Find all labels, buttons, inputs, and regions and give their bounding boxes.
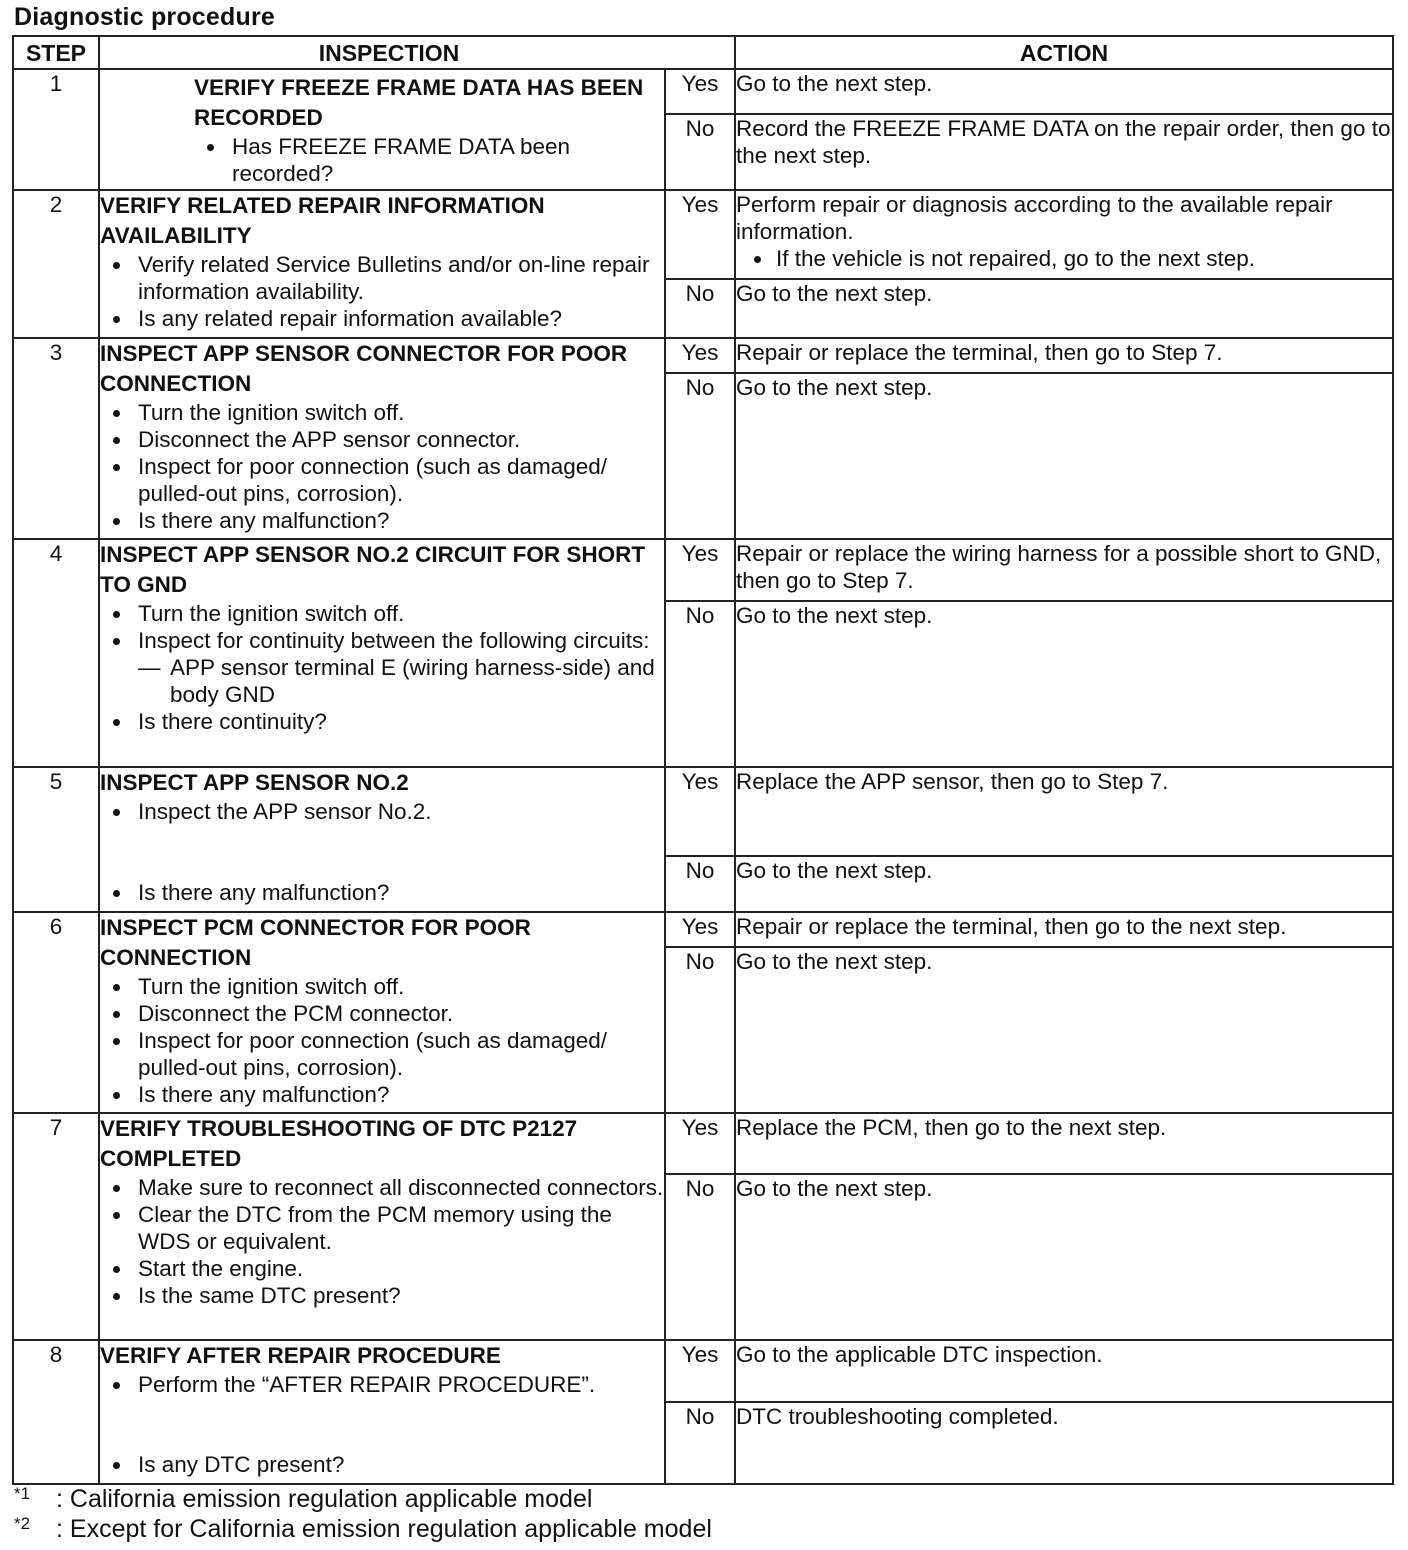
no-label: No xyxy=(665,601,735,767)
inspection-cell xyxy=(99,190,665,338)
no-action: Go to the next step. xyxy=(735,373,1393,539)
no-action: DTC troubleshooting completed. xyxy=(735,1402,1393,1484)
yes-action-cell xyxy=(735,190,1393,279)
yes-action-bullet: If the vehicle is not repaired, go to the next step. xyxy=(736,245,1392,272)
yes-action: Repair or replace the terminal, then go to Step 7. xyxy=(735,338,1393,373)
inspection-item: Is any DTC present? xyxy=(100,1451,664,1478)
inspection-item: Turn the ignition switch off. xyxy=(100,973,664,1000)
no-action: Record the FREEZE FRAME DATA on the repair order, then go to the next step. xyxy=(735,114,1393,190)
step-header: STEP xyxy=(13,36,99,69)
inspection-item-text: Inspect for continuity between the following circuits: xyxy=(138,628,650,653)
inspection-item: Is there continuity? xyxy=(100,708,664,735)
diagnostic-procedure-table xyxy=(12,35,1394,1485)
step-number: 2 xyxy=(13,190,99,338)
inspection-cell xyxy=(99,539,665,767)
inspection-cell xyxy=(99,912,665,1113)
step-number: 8 xyxy=(13,1340,99,1484)
no-action: Go to the next step. xyxy=(735,856,1393,912)
step-number: 6 xyxy=(13,912,99,1113)
yes-label: Yes xyxy=(665,539,735,601)
inspection-item: Turn the ignition switch off. xyxy=(100,399,664,426)
inspection-title: VERIFY TROUBLESHOOTING OF DTC P2127 COMPLETED xyxy=(100,1116,578,1171)
inspection-title: VERIFY AFTER REPAIR PROCEDURE xyxy=(100,1343,501,1368)
inspection-item: Disconnect the APP sensor connector. xyxy=(100,426,664,453)
table-row xyxy=(13,190,1393,279)
table-row xyxy=(13,912,1393,947)
table-row xyxy=(13,767,1393,856)
inspection-cell xyxy=(99,1340,665,1484)
inspection-item: Clear the DTC from the PCM memory using the WDS or equivalent. xyxy=(100,1201,664,1255)
inspection-cell xyxy=(99,1113,665,1340)
yes-label: Yes xyxy=(665,1340,735,1402)
inspection-item: Is there any malfunction? xyxy=(100,879,664,906)
step-number: 4 xyxy=(13,539,99,767)
inspection-title: INSPECT APP SENSOR NO.2 CIRCUIT FOR SHORT TO GND xyxy=(100,542,646,597)
no-label: No xyxy=(665,114,735,190)
no-action: Go to the next step. xyxy=(735,601,1393,767)
table-row xyxy=(13,1340,1393,1402)
yes-action: Go to the next step. xyxy=(735,69,1393,114)
inspection-item: Inspect the APP sensor No.2. xyxy=(100,798,664,825)
inspection-cell xyxy=(99,767,665,912)
inspection-item: Is there any malfunction? xyxy=(100,507,664,534)
yes-action: Repair or replace the terminal, then go to the next step. xyxy=(735,912,1393,947)
inspection-title: INSPECT APP SENSOR NO.2 xyxy=(100,770,409,795)
footnote xyxy=(14,1484,712,1514)
yes-action: Repair or replace the wiring harness for a possible short to GND, then go to Step 7. xyxy=(735,539,1393,601)
yes-label: Yes xyxy=(665,1113,735,1174)
no-action: Go to the next step. xyxy=(735,279,1393,338)
no-label: No xyxy=(665,279,735,338)
footnote-text: : Except for California emission regulation applicable model xyxy=(56,1515,712,1543)
inspection-item: Make sure to reconnect all disconnected connectors. xyxy=(100,1174,664,1201)
no-label: No xyxy=(665,856,735,912)
inspection-cell xyxy=(99,338,665,539)
inspection-item: Is there any malfunction? xyxy=(100,1081,664,1108)
inspection-item: Is the same DTC present? xyxy=(100,1282,664,1309)
inspection-header: INSPECTION xyxy=(99,36,735,69)
footnotes xyxy=(14,1484,712,1544)
yes-label: Yes xyxy=(665,767,735,856)
footnote-text: : California emission regulation applicable model xyxy=(56,1485,593,1513)
inspection-title: INSPECT APP SENSOR CONNECTOR FOR POOR CONNECTION xyxy=(100,341,628,396)
inspection-item: Has FREEZE FRAME DATA been recorded? xyxy=(194,133,658,187)
table-header-row xyxy=(13,36,1393,69)
yes-action: Replace the PCM, then go to the next step. xyxy=(735,1113,1393,1174)
table-row xyxy=(13,69,1393,114)
yes-label: Yes xyxy=(665,338,735,373)
page-title: Diagnostic procedure xyxy=(14,3,275,31)
yes-label: Yes xyxy=(665,190,735,279)
inspection-item: Verify related Service Bulletins and/or on-line repair information availability. xyxy=(100,251,664,305)
inspection-item: Inspect for poor connection (such as damaged/ pulled-out pins, corrosion). xyxy=(100,1027,664,1081)
no-label: No xyxy=(665,947,735,1113)
inspection-item: Inspect for poor connection (such as damaged/ pulled-out pins, corrosion). xyxy=(100,453,664,507)
sub-item: — APP sensor terminal E (wiring harness-side) and body GND xyxy=(138,654,664,708)
inspection-title: INSPECT PCM CONNECTOR FOR POOR CONNECTION xyxy=(100,915,531,970)
inspection-title: VERIFY RELATED REPAIR INFORMATION AVAILABILITY xyxy=(100,193,545,248)
inspection-item: Perform the “AFTER REPAIR PROCEDURE”. xyxy=(100,1371,664,1398)
yes-action: Perform repair or diagnosis according to the available repair information. xyxy=(736,192,1333,244)
inspection-item: Turn the ignition switch off. xyxy=(100,600,664,627)
table-row xyxy=(13,338,1393,373)
yes-label: Yes xyxy=(665,912,735,947)
inspection-item: Start the engine. xyxy=(100,1255,664,1282)
no-label: No xyxy=(665,1174,735,1340)
inspection-title: VERIFY FREEZE FRAME DATA HAS BEEN RECORDED xyxy=(194,75,644,130)
inspection-item: Is any related repair information available? xyxy=(100,305,664,332)
yes-action: Replace the APP sensor, then go to Step 7. xyxy=(735,767,1393,856)
inspection-item: Disconnect the PCM connector. xyxy=(100,1000,664,1027)
step-number: 3 xyxy=(13,338,99,539)
step-number: 5 xyxy=(13,767,99,912)
inspection-item xyxy=(100,627,664,708)
no-label: No xyxy=(665,1402,735,1484)
step-number: 1 xyxy=(13,69,99,190)
footnote xyxy=(14,1514,712,1544)
no-action: Go to the next step. xyxy=(735,1174,1393,1340)
no-action: Go to the next step. xyxy=(735,947,1393,1113)
table-row xyxy=(13,1113,1393,1174)
action-header: ACTION xyxy=(735,36,1393,69)
yes-action: Go to the applicable DTC inspection. xyxy=(735,1340,1393,1402)
yes-label: Yes xyxy=(665,69,735,114)
step-number: 7 xyxy=(13,1113,99,1340)
inspection-cell xyxy=(99,69,665,190)
footnote-mark: *1 xyxy=(14,1484,31,1503)
table-row xyxy=(13,539,1393,601)
footnote-mark: *2 xyxy=(14,1514,31,1533)
no-label: No xyxy=(665,373,735,539)
